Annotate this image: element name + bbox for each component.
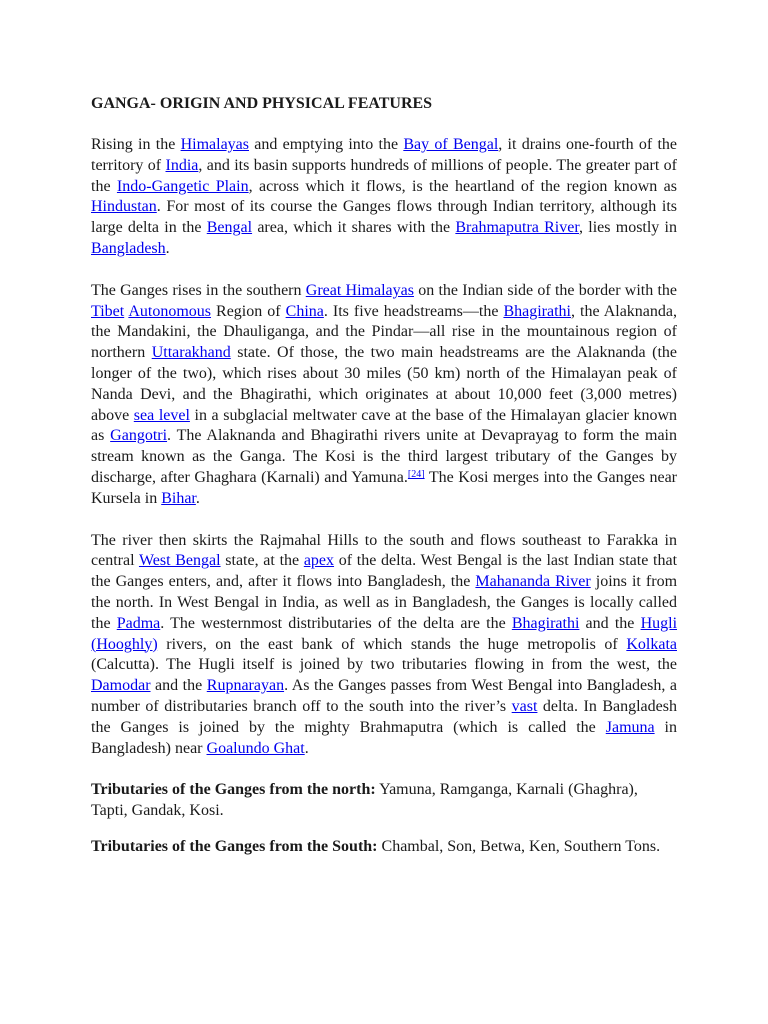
text: in a subglacial meltwater cave at the base of the Himalayan glacier known as [91,406,677,445]
text: . The Alaknanda and Bhagirathi rivers unite at Devaprayag to form the main stream known as the Ganga. The Kosi is the third largest tributary of the Ganges by discharge, after Ghaghara (Karnali) and Yamuna. [91,427,678,486]
tributaries-south-label: Tributaries of the Ganges from the South: [91,837,378,855]
link-goalundo-ghat[interactable]: Goalundo Ghat [206,739,305,757]
link-great-himalayas[interactable]: Great Himalayas [305,281,414,299]
link-gangotri[interactable]: Gangotri [110,427,168,445]
text: (Calcutta). The Hugli itself is joined by two tributaries flowing in from the west, the [91,656,677,674]
text: joins it from the north. In West Bengal in India, as well as in Bangladesh, the Ganges is locally called the [91,573,678,632]
tributaries-north-label: Tributaries of the Ganges from the north: [91,781,376,799]
link-vast[interactable]: vast [511,697,538,715]
text: . Its five headstreams—the [323,302,504,320]
link-bengal[interactable]: Bengal [206,219,253,237]
text: . The westernmost distributaries of the delta are the [160,614,512,632]
text: , the Alaknanda, the Mandakini, the Dhauliganga, and the Pindar—all rise in the mountainous region of northern [91,302,678,362]
link-kolkata[interactable]: Kolkata [626,635,677,653]
link-uttarakhand[interactable]: Uttarakhand [151,344,231,362]
link-brahmaputra-river[interactable]: Brahmaputra River [455,219,580,237]
text: and the [150,677,207,695]
text: The river then skirts the Rajmahal Hills to the south and flows southeast to Farakka in central [91,531,677,570]
link-autonomous[interactable]: Autonomous [128,302,212,320]
text: state, at the [220,552,304,570]
link-hindustan[interactable]: Hindustan [91,198,157,216]
link-himalayas[interactable]: Himalayas [180,136,249,153]
text: on the Indian side of the border with the [413,281,678,299]
text: , across which it flows, is the heartland of the region known as [248,177,677,195]
citation-link[interactable]: [24] [407,468,425,480]
tributaries-south [91,837,677,858]
link-tibet[interactable]: Tibet [91,302,125,320]
text: Rising in the [91,136,181,153]
text: and the [579,614,641,632]
link-rupnarayan[interactable]: Rupnarayan [206,677,285,695]
text: of the delta. West Bengal is the last Indian state that the Ganges enters, and, after it flows into Bangladesh, the [91,552,678,591]
link-padma[interactable]: Padma [116,614,161,632]
text: , it drains one-fourth of the territory of [91,136,677,174]
text: . As the Ganges passes from West Bengal into Bangladesh, a number of distributaries branch off to the south into the river’s [91,677,677,715]
text: Region of [211,302,286,320]
link-china[interactable]: China [285,302,324,320]
link-jamuna[interactable]: Jamuna [605,718,655,736]
paragraph-headstreams [91,281,677,510]
text: in Bangladesh) near [91,718,677,757]
text: rivers, on the east bank of which stands the huge metropolis of [157,635,627,653]
text: area, which it shares with the [252,219,456,237]
text: and emptying into the [249,136,404,153]
text: . [165,239,170,257]
text: , lies mostly in [579,219,677,237]
link-hugli[interactable]: Hugli (Hooghly) [91,614,678,653]
paragraph-origin [91,135,677,260]
link-indo-gangetic-plain[interactable]: Indo-Gangetic Plain [116,177,249,195]
link-mahananda-river[interactable]: Mahananda River [475,573,591,591]
link-damodar[interactable]: Damodar [91,677,151,695]
link-sea-level[interactable]: sea level [133,406,190,424]
text: . [195,489,200,507]
link-india[interactable]: India [165,156,199,174]
text: state. Of those, the two main headstreams are the Alaknanda (the longer of the two), which rises about 30 miles (50 km) north of the Himalayan peak of Nanda Devi, and the Bhagirathi, which originates at about 10,000 feet (3,000 metres) above [91,344,678,424]
link-bangladesh[interactable]: Bangladesh [91,239,166,257]
text: The Kosi merges into the Ganges near Kursela in [91,468,678,507]
tributaries-south-list: Chambal, Son, Betwa, Ken, Southern Tons. [377,837,661,855]
tributaries-north [91,780,677,822]
text: . For most of its course the Ganges flows through Indian territory, although its large delta in the [91,198,677,237]
paragraph-delta [91,531,677,760]
text: delta. In Bangladesh the Ganges is joined by the mighty Brahmaputra (which is called the [91,697,677,736]
link-apex[interactable]: apex [303,552,335,570]
text: The Ganges rises in the southern [91,281,306,299]
link-bay-of-bengal[interactable]: Bay of Bengal [403,136,499,153]
text: , and its basin supports hundreds of millions of people. The greater part of the [91,156,678,195]
page-title: GANGA- ORIGIN AND PHYSICAL FEATURES [91,95,433,112]
text: . [304,739,309,757]
link-bhagirathi-2[interactable]: Bhagirathi [511,614,580,632]
link-bhagirathi[interactable]: Bhagirathi [503,302,571,320]
link-bihar[interactable]: Bihar [161,489,196,507]
link-west-bengal[interactable]: West Bengal [138,552,221,570]
tributaries-north-list: Yamuna, Ramganga, Karnali (Ghaghra), Tapti, Gandak, Kosi. [91,781,638,820]
